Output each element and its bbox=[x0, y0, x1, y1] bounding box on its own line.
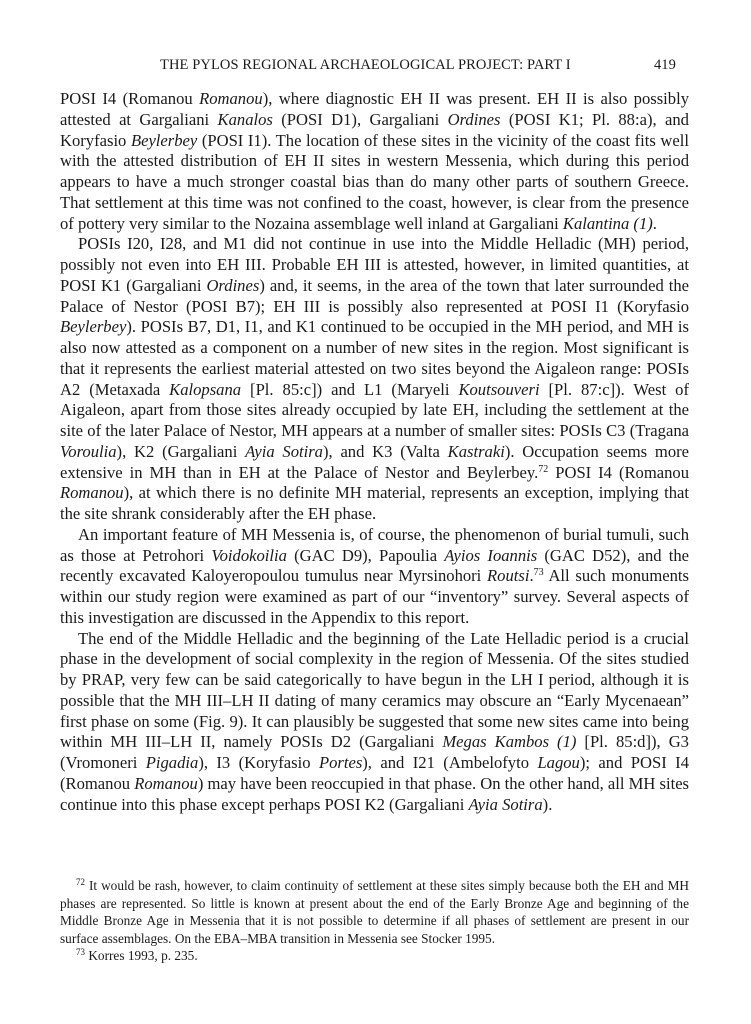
italic-term: Romanou bbox=[134, 773, 198, 793]
text-run: POSI I4 (Romanou bbox=[548, 462, 689, 482]
text-run: ). Occupation seems more extensive in MH than in EH at the Palace of Nestor and Beylerbey. bbox=[60, 441, 690, 482]
text-run: POSI I4 (Romanou bbox=[60, 89, 200, 108]
italic-term: Romanou bbox=[60, 483, 124, 503]
italic-term: Kalopsana bbox=[169, 379, 242, 399]
text-run: (POSI D1), Gargaliani bbox=[272, 109, 448, 129]
text-run: ) and, it seems, in the area of the town that later surrounded the Palace of Nestor (POSI B7); EH III is possibly also represented at POSI I1 (Koryfasio bbox=[60, 275, 689, 316]
italic-term: Lagou bbox=[537, 753, 580, 772]
text-run: [Pl. 85:c]) and L1 (Maryeli bbox=[241, 379, 459, 399]
italic-term: Pigadia bbox=[145, 753, 199, 772]
footnote-text: Korres 1993, p. 235. bbox=[85, 948, 198, 964]
paragraph bbox=[60, 629, 689, 816]
italic-term: Romanou bbox=[199, 89, 263, 108]
italic-term: Beylerbey bbox=[130, 130, 198, 150]
footnotes bbox=[60, 877, 689, 965]
text-run: ). POSIs B7, D1, I1, and K1 continued to be occupied in the MH period, and MH is also now attested as a component on a number of new sites in the region. Most significant is that it represents the earliest material attested on two sites beyond the Aigaleon range: POSIs A2 (Metaxada bbox=[60, 317, 689, 399]
italic-term: Beylerbey bbox=[60, 317, 127, 337]
text-run: ) may have been reoccupied in that phase. On the other hand, all MH sites continue into this phase except perhaps POSI K2 (Gargaliani bbox=[60, 773, 690, 814]
italic-term: Ayia Sotira bbox=[468, 794, 543, 814]
text-run: An important feature of MH Messenia is, of course, the phenomenon of burial tumuli, such as those at Petrohori bbox=[60, 524, 689, 565]
italic-term: Routsi bbox=[487, 566, 530, 586]
body-text bbox=[60, 89, 689, 815]
text-run: All such monuments within our study region were examined as part of our “inventory” survey. Several aspects of this investigation are discussed in the Appendix to this report. bbox=[60, 566, 689, 627]
text-run: (GAC D9), Papoulia bbox=[286, 545, 445, 565]
italic-term: Voidokoilia bbox=[211, 545, 287, 565]
footnote bbox=[60, 947, 689, 965]
footnote bbox=[60, 877, 689, 947]
italic-term: Kanalos bbox=[217, 109, 273, 129]
italic-term: Ayia Sotira bbox=[245, 441, 323, 461]
italic-term: Ayios Ioannis bbox=[444, 545, 538, 565]
text-run: ); and POSI I4 (Romanou bbox=[60, 753, 689, 793]
italic-term: Kalantina (1) bbox=[562, 213, 653, 233]
text-run: ). bbox=[542, 794, 553, 814]
italic-term: Kastraki bbox=[447, 441, 505, 461]
text-run: (POSI I1). The location of these sites in the vicinity of the coast fits well with the attested distribution of EH II sites in western Messenia, which during this period appears to have a much stronger coastal bias than do many other parts of southern Greece. That settlement at this time was not confined to the coast, however, is clear from the presence of pottery very similar to the Nozaina assemblage well inland at Gargaliani bbox=[60, 130, 689, 233]
running-title: THE PYLOS REGIONAL ARCHAEOLOGICAL PROJECT: PART I bbox=[160, 57, 571, 73]
footnote-number: 72 bbox=[76, 877, 85, 887]
text-run: ), K2 (Gargaliani bbox=[116, 441, 246, 461]
footnote-number: 73 bbox=[76, 947, 85, 958]
paragraph bbox=[60, 525, 689, 629]
text-run: ), and I21 (Ambelofyto bbox=[362, 753, 538, 772]
text-run: POSIs I20, I28, and M1 did not continue in use into the Middle Helladic (MH) period, possibly not even into EH III. Probable EH III is attested, however, in limited quantities, at POSI K1 (Gargaliani bbox=[60, 234, 689, 295]
text-run: (POSI K1; Pl. 88:a), and Koryfasio bbox=[60, 109, 689, 150]
text-run: ), and K3 (Valta bbox=[322, 441, 448, 461]
paragraph bbox=[60, 234, 689, 525]
page-number: 419 bbox=[653, 57, 676, 73]
text-run: [Pl. 87:c]). West of Aigaleon, apart from those sites already occupied by late EH, including the settlement at the site of the later Palace of Nestor, MH appears at a number of smaller sites: POSIs C3 (Tragana bbox=[60, 379, 689, 440]
italic-term: Voroulia bbox=[60, 441, 117, 461]
text-run: ), at which there is no definite MH material, represents an exception, implying that the site shrank considerably after the EH phase. bbox=[60, 483, 689, 523]
footnote-text: It would be rash, however, to claim continuity of settlement at these sites simply because both the EH and MH phases are represented. So little is known at present about the end of the Early Bronze Age and beginning of the Middle Bronze Age in Messenia that it is not possible to determine if all phases of settlement are present in our surface assemblages. On the EBA–MBA transition in Messenia see Stocker 1995. bbox=[60, 878, 689, 946]
italic-term: Portes bbox=[318, 753, 363, 772]
text-run: ), I3 (Koryfasio bbox=[198, 753, 319, 772]
italic-term: Ordines bbox=[206, 275, 260, 295]
text-run: [Pl. 85:d]), G3 (Vromoneri bbox=[60, 732, 689, 772]
italic-term: Koutsouveri bbox=[458, 379, 540, 399]
text-run: The end of the Middle Helladic and the beginning of the Late Helladic period is a crucial phase in the development of social complexity in the region of Messenia. Of the sites studied by PRAP, very few can be said categorically to have begun in the LH I period, although it is possible that the MH III–LH II dating of many ceramics may obscure an “Early Mycenaean” first phase on some (Fig. 9). It can plausibly be suggested that some new sites came into being within MH III–LH II, namely POSIs D2 (Gargaliani bbox=[60, 628, 689, 752]
text-run: (GAC D52), and the recently excavated Kaloyeropoulou tumulus near Myrsinohori bbox=[60, 545, 689, 586]
footnote-reference: 73 bbox=[533, 567, 544, 579]
text-run: . bbox=[652, 213, 657, 233]
italic-term: Ordines bbox=[447, 109, 501, 129]
text-run: ), where diagnostic EH II was present. EH II is also possibly attested at Gargaliani bbox=[60, 89, 689, 129]
text-run: . bbox=[529, 566, 534, 586]
italic-term: Megas Kambos (1) bbox=[442, 732, 577, 752]
footnote-reference: 72 bbox=[538, 463, 549, 475]
paragraph bbox=[60, 89, 689, 234]
